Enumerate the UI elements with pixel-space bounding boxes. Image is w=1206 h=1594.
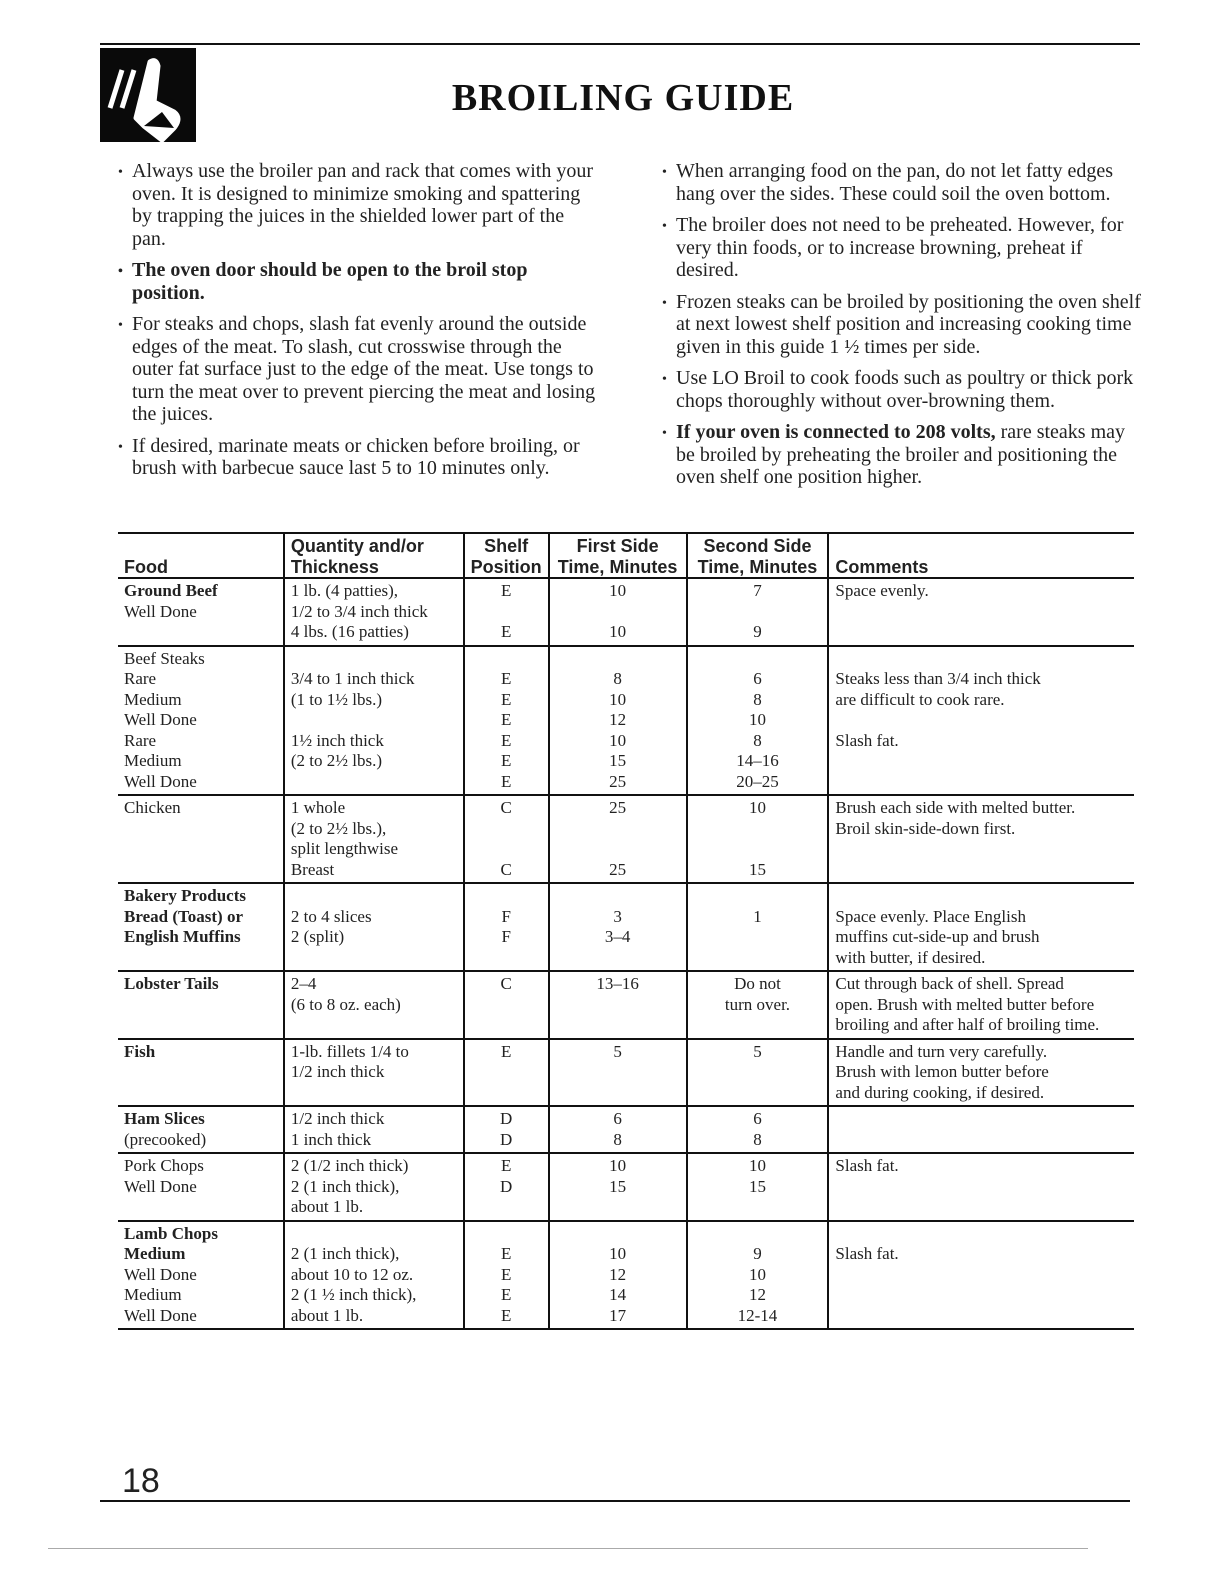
cell-line: Bakery Products bbox=[124, 886, 246, 905]
table-row bbox=[118, 1039, 1134, 1107]
cell-line bbox=[291, 649, 457, 670]
cell-line: 12-14 bbox=[737, 1305, 778, 1325]
tip-item: • For steaks and chops, slash fat evenly around the outside edges of the meat. To slash, cut crosswise through the outer fat surface just to the edge of the meat. Use tongs to turn the meat over to prevent piercing the meat and losing the juices. bbox=[118, 313, 598, 426]
cell-line: 1 whole bbox=[290, 798, 346, 817]
cell-line: 13–16 bbox=[596, 974, 639, 993]
cell-line bbox=[471, 602, 542, 623]
cell-line: 12 bbox=[609, 710, 627, 729]
cell-line bbox=[124, 622, 277, 643]
shelf-cell bbox=[464, 1106, 549, 1153]
cell-line: E bbox=[500, 622, 512, 641]
tip-bold-lead: If your oven is connected to 208 volts, bbox=[676, 421, 996, 443]
tips-left-column bbox=[118, 160, 598, 489]
cell-line: Medium bbox=[124, 1285, 182, 1304]
cell-line: E bbox=[500, 1244, 512, 1263]
header-second-side: Second Side Time, Minutes bbox=[687, 533, 829, 578]
cell-line bbox=[291, 886, 457, 907]
cell-line: Bread (Toast) or bbox=[124, 906, 243, 926]
cell-line: 2 (1 inch thick), bbox=[290, 1176, 400, 1196]
cell-line: E bbox=[500, 730, 512, 750]
cell-line bbox=[471, 819, 542, 840]
cell-line: 8 bbox=[753, 689, 762, 709]
first-side-cell bbox=[549, 646, 687, 796]
cell-line: 2 (1 inch thick), bbox=[290, 1244, 400, 1263]
food-cell bbox=[118, 578, 284, 646]
second-side-cell bbox=[687, 1153, 829, 1221]
cell-line: 7 bbox=[753, 581, 762, 600]
cell-line: and during cooking, if desired. bbox=[835, 1082, 1045, 1102]
cell-line: 1/2 to 3/4 inch thick bbox=[290, 601, 428, 621]
cell-line: E bbox=[500, 1156, 512, 1175]
first-side-cell bbox=[549, 1039, 687, 1107]
cell-line: F bbox=[501, 906, 511, 926]
first-side-cell bbox=[549, 971, 687, 1039]
page-number: 18 bbox=[122, 1462, 160, 1500]
top-rule bbox=[100, 43, 1140, 45]
cell-line: 10 bbox=[609, 689, 627, 709]
bottom-rule bbox=[100, 1500, 1130, 1502]
cell-line: about 1 lb. bbox=[290, 1197, 364, 1216]
cell-line: (6 to 8 oz. each) bbox=[290, 994, 401, 1014]
broiling-table bbox=[118, 532, 1134, 1330]
food-cell bbox=[118, 1221, 284, 1330]
first-side-cell bbox=[549, 1153, 687, 1221]
cell-line: 3–4 bbox=[604, 927, 631, 946]
cell-line: E bbox=[500, 1305, 512, 1325]
cell-line: Medium bbox=[124, 1244, 186, 1263]
tip-item: • Frozen steaks can be broiled by positioning the oven shelf at next lowest shelf position and increasing cooking time given in this guide 1 ½ times per side. bbox=[662, 291, 1142, 359]
cell-line: Ham Slices bbox=[124, 1109, 205, 1128]
cell-line: 6 bbox=[753, 1109, 762, 1128]
second-side-cell bbox=[687, 1221, 829, 1330]
cell-line: 8 bbox=[613, 669, 622, 688]
cell-line: 15 bbox=[748, 1176, 766, 1196]
cell-line: Rare bbox=[124, 669, 157, 688]
comments-cell bbox=[828, 1106, 1134, 1153]
food-cell bbox=[118, 795, 284, 883]
table-row bbox=[118, 1153, 1134, 1221]
cell-line: about 1 lb. bbox=[290, 1305, 364, 1325]
cell-line: Ground Beef bbox=[124, 581, 218, 600]
cell-line: D bbox=[500, 1129, 513, 1149]
cell-line bbox=[694, 1224, 822, 1245]
cell-line: Pork Chops bbox=[124, 1156, 204, 1175]
cell-line: D bbox=[500, 1109, 513, 1128]
cell-line: 15 bbox=[609, 751, 627, 770]
cell-line: 14–16 bbox=[736, 751, 779, 770]
quantity-cell bbox=[284, 1153, 464, 1221]
cell-line: 5 bbox=[753, 1041, 762, 1061]
cell-line: Steaks less than 3/4 inch thick bbox=[835, 669, 1041, 688]
comments-cell bbox=[828, 646, 1134, 796]
first-side-cell bbox=[549, 578, 687, 646]
cell-line bbox=[694, 819, 822, 840]
cell-line: Space evenly. Place English bbox=[835, 906, 1026, 926]
cell-line: F bbox=[501, 927, 511, 946]
cell-line: 10 bbox=[748, 798, 766, 817]
second-side-cell bbox=[687, 578, 829, 646]
cell-line: C bbox=[500, 974, 512, 993]
cell-line: (2 to 2½ lbs.), bbox=[290, 818, 387, 838]
cell-line bbox=[556, 602, 680, 623]
cell-line: Slash fat. bbox=[835, 1156, 899, 1175]
header-first-side: First Side Time, Minutes bbox=[549, 533, 687, 578]
comments-cell bbox=[828, 1039, 1134, 1107]
cell-line bbox=[835, 1109, 1128, 1130]
cell-line: broiling and after half of broiling time. bbox=[835, 1015, 1100, 1034]
cell-line: 8 bbox=[753, 1129, 762, 1149]
quantity-cell bbox=[284, 883, 464, 971]
cell-line: turn over. bbox=[724, 994, 791, 1014]
cell-line: 6 bbox=[753, 669, 762, 688]
quantity-cell bbox=[284, 1106, 464, 1153]
cell-line: Beef Steaks bbox=[124, 648, 205, 668]
header-quantity: Quantity and/or Thickness bbox=[284, 533, 464, 578]
cell-line: Broil skin-side-down first. bbox=[835, 818, 1016, 838]
food-cell bbox=[118, 1039, 284, 1107]
cell-line: C bbox=[500, 798, 512, 817]
comments-cell bbox=[828, 971, 1134, 1039]
comments-cell bbox=[828, 795, 1134, 883]
cell-line bbox=[556, 1224, 680, 1245]
cell-line: E bbox=[500, 1041, 512, 1061]
cell-line: Lobster Tails bbox=[124, 974, 219, 993]
cell-line: Lamb Chops bbox=[124, 1223, 219, 1243]
cell-line: 10 bbox=[609, 1156, 627, 1175]
cell-line: Brush with lemon butter before bbox=[835, 1062, 1049, 1081]
cell-line: muffins cut-side-up and brush bbox=[835, 927, 1040, 946]
cell-line: Well Done bbox=[124, 771, 197, 791]
table-header-row bbox=[118, 533, 1134, 578]
tip-item: • The oven door should be open to the broil stop position. bbox=[118, 259, 598, 304]
second-side-cell bbox=[687, 971, 829, 1039]
cell-line: E bbox=[500, 581, 512, 600]
cell-line: 25 bbox=[609, 798, 627, 817]
quantity-cell bbox=[284, 646, 464, 796]
cell-line bbox=[694, 886, 822, 907]
cell-line: 10 bbox=[609, 1244, 627, 1263]
tip-item bbox=[662, 421, 1142, 489]
second-side-cell bbox=[687, 795, 829, 883]
cell-line: 3/4 to 1 inch thick bbox=[290, 669, 415, 688]
cell-line: E bbox=[500, 771, 512, 791]
cell-line: Well Done bbox=[124, 710, 197, 729]
cell-line: (1 to 1½ lbs.) bbox=[290, 689, 382, 709]
cell-line: Slash fat. bbox=[835, 730, 899, 750]
tip-item: • If desired, marinate meats or chicken before broiling, or brush with barbecue sauce last 5 to 10 minutes only. bbox=[118, 435, 598, 480]
cell-line: 2 (split) bbox=[290, 927, 345, 946]
cell-line: 12 bbox=[748, 1285, 766, 1304]
cell-line: 2 (1/2 inch thick) bbox=[290, 1156, 409, 1175]
cell-line: 10 bbox=[609, 622, 627, 641]
cell-line bbox=[835, 649, 1128, 670]
page-title: BROILING GUIDE bbox=[451, 77, 795, 119]
cell-line: C bbox=[500, 859, 512, 879]
cell-line: 15 bbox=[748, 859, 766, 879]
cell-line bbox=[835, 886, 1128, 907]
shelf-cell bbox=[464, 1039, 549, 1107]
cell-line: split lengthwise bbox=[290, 839, 399, 858]
cell-line: Well Done bbox=[124, 1176, 197, 1196]
shelf-cell bbox=[464, 795, 549, 883]
cell-line: open. Brush with melted butter before bbox=[835, 994, 1095, 1014]
cell-line: 10 bbox=[748, 710, 766, 729]
food-cell bbox=[118, 646, 284, 796]
cell-line: Well Done bbox=[124, 601, 197, 621]
cell-line: Chicken bbox=[124, 798, 181, 817]
quantity-cell bbox=[284, 1039, 464, 1107]
cell-line: 5 bbox=[613, 1041, 622, 1061]
table-row bbox=[118, 578, 1134, 646]
table-row bbox=[118, 795, 1134, 883]
comments-cell bbox=[828, 1221, 1134, 1330]
cell-line: 1 bbox=[753, 906, 762, 926]
cell-line: Space evenly. bbox=[835, 581, 929, 600]
cell-line bbox=[694, 927, 822, 948]
food-cell bbox=[118, 1106, 284, 1153]
quantity-cell bbox=[284, 1221, 464, 1330]
cell-line: 2 to 4 slices bbox=[290, 906, 372, 926]
cell-line: E bbox=[500, 1264, 512, 1284]
cell-line: 25 bbox=[609, 859, 627, 879]
header-comments: Comments bbox=[828, 533, 1134, 578]
quantity-cell bbox=[284, 971, 464, 1039]
cell-line bbox=[556, 839, 680, 860]
cell-line: 15 bbox=[609, 1176, 627, 1196]
cell-line: 1-lb. fillets 1/4 to bbox=[290, 1041, 409, 1061]
cell-line: about 10 to 12 oz. bbox=[290, 1264, 414, 1284]
cell-line: 17 bbox=[609, 1305, 627, 1325]
shelf-cell bbox=[464, 646, 549, 796]
first-side-cell bbox=[549, 1221, 687, 1330]
cell-line: E bbox=[500, 1285, 512, 1304]
shelf-cell bbox=[464, 971, 549, 1039]
comments-cell bbox=[828, 578, 1134, 646]
cell-line: E bbox=[500, 669, 512, 688]
cell-line: Well Done bbox=[124, 1305, 197, 1325]
cell-line: (2 to 2½ lbs.) bbox=[290, 751, 382, 770]
second-side-cell bbox=[687, 1106, 829, 1153]
cell-line: Handle and turn very carefully. bbox=[835, 1041, 1048, 1061]
cell-line: 12 bbox=[609, 1264, 627, 1284]
shelf-cell bbox=[464, 1221, 549, 1330]
table-row bbox=[118, 883, 1134, 971]
first-side-cell bbox=[549, 883, 687, 971]
tip-item: • Always use the broiler pan and rack that comes with your oven. It is designed to minimize smoking and spattering by trapping the juices in the shielded lower part of the pan. bbox=[118, 160, 598, 250]
header-food: Food bbox=[118, 533, 284, 578]
first-side-cell bbox=[549, 1106, 687, 1153]
cell-line: 6 bbox=[613, 1109, 622, 1128]
cell-line: 10 bbox=[609, 581, 627, 600]
tip-text: rare steaks may be broiled by preheating the broiler and positioning the oven shelf one position higher. bbox=[676, 421, 1126, 488]
cell-line: 9 bbox=[753, 1244, 762, 1263]
cell-line bbox=[291, 772, 457, 793]
cell-line bbox=[471, 886, 542, 907]
cell-line bbox=[835, 1224, 1128, 1245]
cell-line: 1½ inch thick bbox=[290, 730, 384, 750]
cell-line: are difficult to cook rare. bbox=[835, 689, 1005, 709]
tips-right-column bbox=[662, 160, 1142, 498]
cell-line bbox=[694, 602, 822, 623]
cell-line bbox=[471, 649, 542, 670]
cell-line: 2 (1 ½ inch thick), bbox=[290, 1285, 417, 1304]
cell-line: E bbox=[500, 710, 512, 729]
cell-line bbox=[556, 886, 680, 907]
cell-line bbox=[471, 1224, 542, 1245]
cell-line: Well Done bbox=[124, 1264, 197, 1284]
table-row bbox=[118, 646, 1134, 796]
cell-line: 1 lb. (4 patties), bbox=[290, 581, 399, 600]
table-row bbox=[118, 1106, 1134, 1153]
shelf-cell bbox=[464, 1153, 549, 1221]
footer-rule bbox=[48, 1548, 1088, 1549]
table-row bbox=[118, 971, 1134, 1039]
tip-item: • The broiler does not need to be preheated. However, for very thin foods, or to increase browning, preheat if desired. bbox=[662, 214, 1142, 282]
header-shelf: Shelf Position bbox=[464, 533, 549, 578]
second-side-cell bbox=[687, 1039, 829, 1107]
cell-line: 4 lbs. (16 patties) bbox=[290, 622, 409, 641]
cell-line: English Muffins bbox=[124, 927, 241, 946]
cell-line: Medium bbox=[124, 689, 182, 709]
cell-line bbox=[835, 710, 1128, 731]
first-side-cell bbox=[549, 795, 687, 883]
cell-line bbox=[694, 649, 822, 670]
cell-line: 1/2 inch thick bbox=[290, 1109, 385, 1128]
cell-line: 10 bbox=[748, 1156, 766, 1175]
cell-line: 8 bbox=[753, 730, 762, 750]
cell-line: Brush each side with melted butter. bbox=[835, 798, 1076, 817]
cell-line: 14 bbox=[609, 1285, 627, 1304]
food-cell bbox=[118, 971, 284, 1039]
cell-line: 3 bbox=[613, 906, 622, 926]
food-cell bbox=[118, 1153, 284, 1221]
comments-cell bbox=[828, 1153, 1134, 1221]
cell-line: Breast bbox=[290, 859, 335, 879]
shelf-cell bbox=[464, 578, 549, 646]
cell-line: 1 inch thick bbox=[290, 1129, 372, 1149]
cell-line bbox=[694, 839, 822, 860]
shelf-cell bbox=[464, 883, 549, 971]
cell-line bbox=[556, 819, 680, 840]
tip-item: • Use LO Broil to cook foods such as poultry or thick pork chops thoroughly without over-browning them. bbox=[662, 367, 1142, 412]
cell-line: Cut through back of shell. Spread bbox=[835, 974, 1064, 993]
cell-line: D bbox=[500, 1176, 513, 1196]
cell-line: Do not bbox=[734, 974, 781, 993]
cell-line: Slash fat. bbox=[835, 1244, 899, 1263]
cell-line: 2–4 bbox=[290, 974, 317, 993]
cell-line bbox=[556, 649, 680, 670]
table-row bbox=[118, 1221, 1134, 1330]
cell-line: Fish bbox=[124, 1041, 156, 1061]
cell-line: (precooked) bbox=[124, 1129, 207, 1149]
comments-cell bbox=[828, 883, 1134, 971]
cell-line bbox=[471, 839, 542, 860]
second-side-cell bbox=[687, 646, 829, 796]
cell-line: Medium bbox=[124, 751, 182, 770]
table-body bbox=[118, 578, 1134, 1329]
quantity-cell bbox=[284, 795, 464, 883]
cell-line: 10 bbox=[748, 1264, 766, 1284]
cell-line: 20–25 bbox=[736, 771, 779, 791]
cell-line bbox=[291, 710, 457, 731]
cell-line: E bbox=[500, 689, 512, 709]
cell-line: E bbox=[500, 751, 512, 770]
cell-line: 25 bbox=[609, 771, 627, 791]
food-cell bbox=[118, 883, 284, 971]
cell-line: 10 bbox=[609, 730, 627, 750]
tip-item: • When arranging food on the pan, do not let fatty edges hang over the sides. These could soil the oven bottom. bbox=[662, 160, 1142, 205]
cell-line: with butter, if desired. bbox=[835, 947, 986, 967]
cell-line: 9 bbox=[753, 622, 762, 641]
cell-line bbox=[291, 1224, 457, 1245]
cell-line: 1/2 inch thick bbox=[290, 1062, 385, 1081]
second-side-cell bbox=[687, 883, 829, 971]
quantity-cell bbox=[284, 578, 464, 646]
cell-line: Rare bbox=[124, 730, 157, 750]
cell-line: 8 bbox=[613, 1129, 622, 1149]
